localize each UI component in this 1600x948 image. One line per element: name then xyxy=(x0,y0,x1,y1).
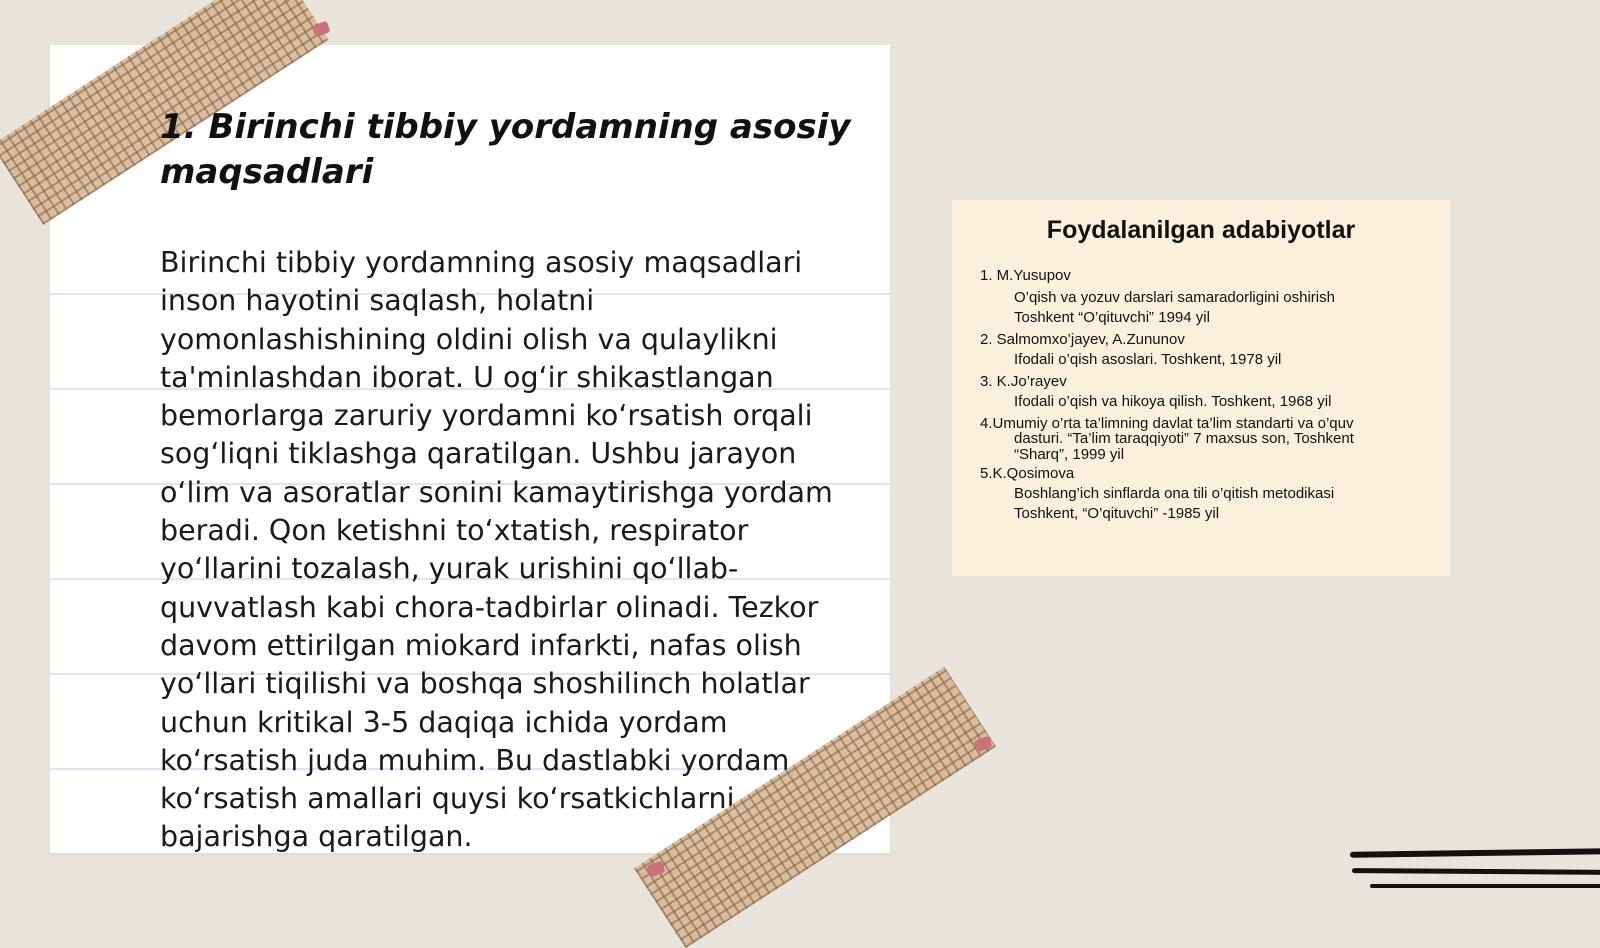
reference-detail: Ifodali o’qish asoslari. Toshkent, 1978 yil xyxy=(1014,351,1282,368)
reference-item xyxy=(980,414,1420,462)
reference-detail: Boshlang’ich sinflarda ona tili o’qitish metodikasi xyxy=(1014,485,1335,502)
reference-detail: O’qish va yozuv darslari samaradorligini oshirish xyxy=(1014,289,1335,306)
reference-detail: Toshkent “O’qituvchi” 1994 yil xyxy=(1014,309,1210,326)
references-card xyxy=(952,200,1450,576)
reference-author: 1. M.Yusupov xyxy=(980,267,1071,284)
reference-item xyxy=(980,266,1420,328)
reference-detail: dasturi. “Ta’lim taraqqiyoti” 7 maxsus son, Toshkent xyxy=(1014,430,1354,447)
reference-author: 4.Umumiy o’rta ta’limning davlat ta’lim standarti va o’quv xyxy=(980,415,1354,432)
brush-stroke xyxy=(1350,848,1600,858)
reference-item xyxy=(980,464,1420,524)
references-list xyxy=(980,266,1420,526)
reference-author: 3. K.Jo’rayev xyxy=(980,373,1067,390)
reference-detail: “Sharq”, 1999 yil xyxy=(1014,445,1125,463)
reference-item xyxy=(980,330,1420,370)
references-title: Foydalanilgan adabiyotlar xyxy=(1046,216,1356,244)
reference-author: 2. Salmomxo’jayev, A.Zununov xyxy=(980,331,1185,348)
reference-detail: Toshkent, “O’qituvchi” -1985 yil xyxy=(1014,505,1220,522)
brush-stroke xyxy=(1352,868,1600,875)
brush-stroke xyxy=(1370,884,1600,888)
slide-title: 1. Birinchi tibbiy yordamning asosiy maqsadlari xyxy=(160,107,851,192)
reference-item xyxy=(980,372,1420,412)
reference-detail: Ifodali o’qish va hikoya qilish. Toshkent, 1968 yil xyxy=(1014,393,1332,410)
slide-body-text: Birinchi tibbiy yordamning asosiy maqsadlari inson hayotini saqlash, holatni yomonlashishining oldini olish va qulaylikni ta'minlashdan iborat. U og‘ir shikastlangan bemorlarga zaruriy yordamni ko‘rsatish orqali sog‘liqni tiklashga qaratilgan. Ushbu jarayon o‘lim va asoratlar sonini kamaytirishga yordam beradi. Qon ketishni to‘xtatish, respirator yo‘llarini tozalash, yurak urishini qo‘llab-quvvatlash kabi chora-tadbirlar olinadi. Tezkor davom ettirilgan miokard infarkti, nafas olish yo‘llari tiqilishi va boshqa shoshilinch holatlar uchun kritikal 3-5 daqiqa ichida yordam ko‘rsatish juda muhim. Bu dastlabki yordam ko‘rsatish amallari quysi ko‘rsatkichlarni bajarishga qaratilgan. xyxy=(160,246,833,854)
reference-author: 5.K.Qosimova xyxy=(980,465,1075,482)
